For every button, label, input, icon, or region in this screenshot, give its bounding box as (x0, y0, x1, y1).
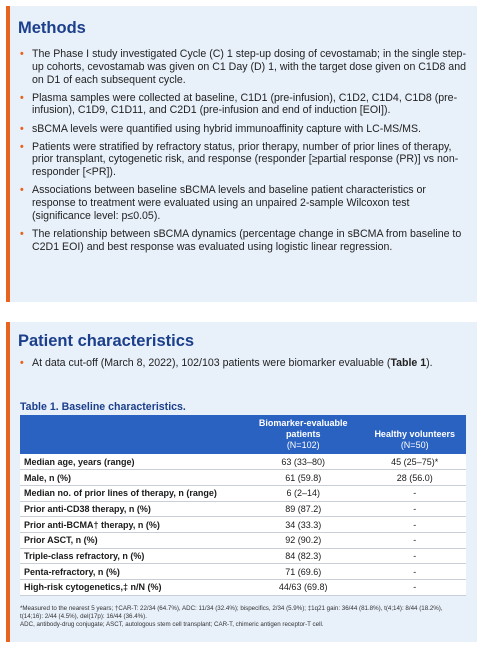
column-header-biomarker (243, 415, 363, 454)
patients-bullet-list (18, 357, 467, 375)
cell-healthy: 45 (25–75)* (363, 454, 466, 470)
methods-bullet-text: sBCMA levels were quantified using hybrid immunoaffinity capture with LC-MS/MS. (32, 122, 421, 135)
cell-healthy: - (363, 564, 466, 580)
table-row (20, 564, 466, 580)
methods-title: Methods (18, 19, 86, 37)
baseline-characteristics-table (20, 415, 466, 596)
methods-bullet-text: Patients were stratified by refractory status, prior therapy, number of prior lines of therapy, prior transplant, cytogenetic risk, and response (responder [≥partial response (PR)] vs non-responder [<PR]). (32, 140, 459, 179)
row-label: Median age, years (range) (20, 454, 243, 470)
methods-bullet (18, 92, 467, 118)
cell-biomarker: 92 (90.2) (243, 532, 363, 548)
row-label: Median no. of prior lines of therapy, n (range) (20, 485, 243, 501)
table-row (20, 532, 466, 548)
row-label: Prior anti-CD38 therapy, n (%) (20, 501, 243, 517)
bullet-icon: • (20, 357, 24, 369)
cell-biomarker: 61 (59.8) (243, 470, 363, 486)
table-row (20, 517, 466, 533)
bullet-icon: • (20, 184, 24, 197)
column-header-n: (N=50) (400, 440, 429, 450)
methods-bullet-text: The relationship between sBCMA dynamics (percentage change in sBCMA from baseline to C2D1 EOI) and best response was evaluated using logistic linear regression. (32, 228, 462, 253)
row-label: Prior anti-BCMA† therapy, n (%) (20, 517, 243, 533)
methods-bullet (18, 123, 467, 136)
table-row (20, 580, 466, 596)
column-header-title: Healthy volunteers (374, 429, 455, 439)
patients-bullet (18, 357, 467, 370)
patient-characteristics-panel (6, 322, 477, 642)
table-ref-link: Table 1 (390, 357, 427, 369)
methods-panel (6, 6, 477, 302)
methods-bullet-list (18, 48, 467, 259)
methods-bullet (18, 48, 467, 86)
bullet-icon: • (20, 48, 24, 60)
row-label: Prior ASCT, n (%) (20, 532, 243, 548)
cell-healthy: - (363, 532, 466, 548)
footnote-measures: *Measured to the nearest 5 years; †CAR-T: 22/34 (64.7%), ADC: 11/34 (32.4%); bispecifics, 2/34 (5.9%); ‡1q21 gain: 36/44 (81.8%), t(4;14): 8/44 (18.2%), t(14;16): 2/44 (4.5%), del(17p): 16/44 (36.4%). (20, 605, 443, 621)
table-row (20, 548, 466, 564)
methods-bullet (18, 228, 467, 254)
cell-biomarker: 44/63 (69.8) (243, 580, 363, 596)
cell-biomarker: 84 (82.3) (243, 548, 363, 564)
column-header-healthy (363, 415, 466, 454)
cell-healthy: - (363, 580, 466, 596)
footnote-abbreviations: ADC, antibody-drug conjugate; ASCT, autologous stem cell transplant; CAR-T, chimeric antigen receptor-T cell. (20, 621, 324, 629)
table-caption: Table 1. Baseline characteristics. (20, 401, 186, 413)
column-header-title: Biomarker-evaluable patients (258, 418, 348, 439)
row-label: Male, n (%) (20, 470, 243, 486)
table-row (20, 501, 466, 517)
patients-accent-bar (6, 322, 10, 642)
cell-healthy: - (363, 485, 466, 501)
patients-bullet-text: At data cut-off (March 8, 2022), 102/103 patients were biomarker evaluable (32, 357, 384, 369)
column-header-n: (N=102) (286, 440, 320, 450)
cell-biomarker: 63 (33–80) (243, 454, 363, 470)
cell-biomarker: 6 (2–14) (243, 485, 363, 501)
bullet-icon: • (20, 140, 24, 153)
bullet-icon: • (20, 228, 24, 241)
table-row (20, 485, 466, 501)
row-label: Triple-class refractory, n (%) (20, 548, 243, 564)
cell-healthy: - (363, 501, 466, 517)
cell-healthy: 28 (56.0) (363, 470, 466, 486)
cell-biomarker: 89 (87.2) (243, 501, 363, 517)
table-ref-open: ( (386, 357, 391, 369)
bullet-icon: • (20, 122, 24, 135)
methods-bullet (18, 141, 467, 179)
column-header-label (20, 415, 243, 454)
row-label: Penta-refractory, n (%) (20, 564, 243, 580)
table-row (20, 470, 466, 486)
table-ref-close: ). (426, 357, 433, 369)
methods-bullet (18, 184, 467, 222)
table-header-row (20, 415, 466, 454)
cell-biomarker: 34 (33.3) (243, 517, 363, 533)
table-footnotes (20, 605, 467, 630)
cell-healthy: - (363, 517, 466, 533)
methods-bullet-text: Associations between baseline sBCMA levels and baseline patient characteristics or response to treatment were evaluated using an unpaired 2-sample Wilcoxon test (significance level: p≤0.05). (32, 184, 426, 222)
cell-healthy: - (363, 548, 466, 564)
methods-bullet-text: Plasma samples were collected at baseline, C1D1 (pre-infusion), C1D2, C1D4, C1D8 (pre-infusion), C1D9, C1D11, and C2D1 (pre-infusion and end of induction [EOI]). (32, 91, 458, 117)
methods-bullet-text: The Phase I study investigated Cycle (C) 1 step-up dosing of cevostamab; in the single step-up cohorts, cevostamab was given on C1 Day (D) 1, with the target dose given on C1D8 and on D1 of each subsequent cycle. (32, 48, 466, 86)
row-label: High-risk cytogenetics,‡ n/N (%) (20, 580, 243, 596)
table-row (20, 454, 466, 470)
cell-biomarker: 71 (69.6) (243, 564, 363, 580)
patients-title: Patient characteristics (18, 332, 195, 350)
bullet-icon: • (20, 91, 24, 104)
methods-accent-bar (6, 6, 10, 302)
